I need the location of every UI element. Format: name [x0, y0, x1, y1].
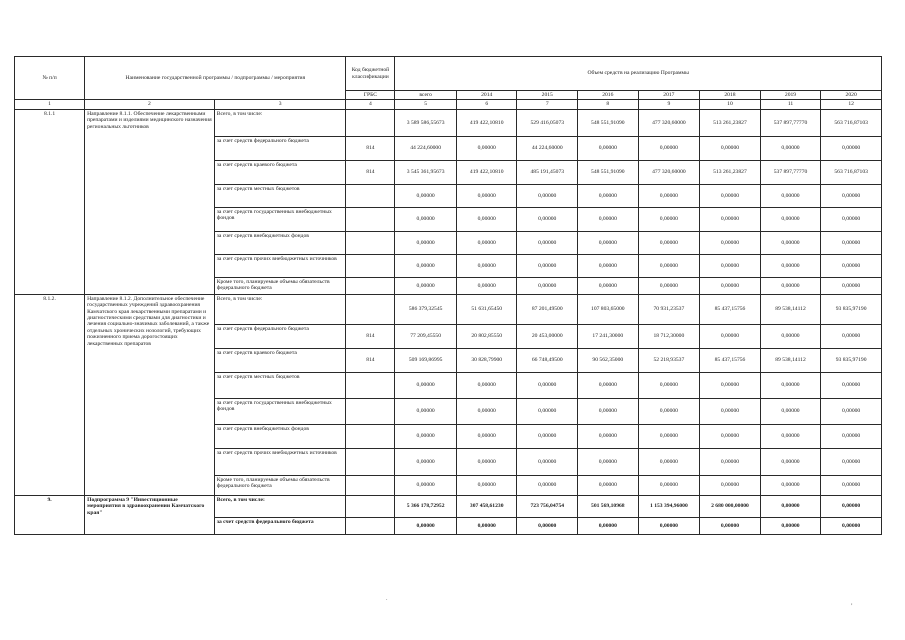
- grbs-code: 814: [346, 160, 395, 184]
- column-number: 11: [760, 100, 821, 109]
- value-year: 107 803,65000: [578, 294, 639, 324]
- value-year: 0,00000: [638, 277, 700, 294]
- value-year: 0,00000: [578, 517, 639, 534]
- funding-source: Всего, в том числе:: [214, 109, 346, 136]
- value-total: 0,00000: [395, 424, 457, 448]
- funding-source: Кроме того, планируемые объемы обязательств федерального бюджета: [214, 475, 346, 495]
- funding-source: за счет средств внебюджетных фондов: [214, 424, 346, 448]
- value-year: 537 897,77770: [760, 160, 821, 184]
- value-total: 44 224,60000: [395, 136, 457, 160]
- value-year: 0,00000: [638, 372, 700, 398]
- funding-source: Всего, в том числе:: [214, 294, 346, 324]
- value-year: 0,00000: [700, 136, 761, 160]
- value-year: 30 828,79900: [456, 348, 517, 372]
- value-year: 0,00000: [760, 254, 821, 277]
- value-year: 0,00000: [456, 277, 517, 294]
- grbs-code: [346, 475, 395, 495]
- value-year: 0,00000: [821, 372, 882, 398]
- value-year: 0,00000: [760, 231, 821, 254]
- value-year: 0,00000: [760, 372, 821, 398]
- value-year: 0,00000: [578, 398, 639, 424]
- grbs-code: 814: [346, 324, 395, 348]
- value-year: 0,00000: [456, 448, 517, 475]
- value-year: 0,00000: [638, 136, 700, 160]
- value-year: 0,00000: [517, 277, 578, 294]
- value-total: 0,00000: [395, 207, 457, 231]
- value-year: 0,00000: [456, 136, 517, 160]
- value-year: 0,00000: [517, 448, 578, 475]
- funding-source: за счет средств местных бюджетов: [214, 372, 346, 398]
- value-year: 0,00000: [638, 398, 700, 424]
- value-year: 0,00000: [760, 398, 821, 424]
- value-year: 52 218,93537: [638, 348, 700, 372]
- funding-source: за счет средств федерального бюджета: [214, 517, 346, 534]
- value-year: 529 416,05073: [517, 109, 578, 136]
- row-number: 8.1.2.: [15, 294, 85, 495]
- value-year: 0,00000: [700, 277, 761, 294]
- value-year: 17 241,30000: [578, 324, 639, 348]
- scan-mark: ,: [851, 600, 853, 606]
- funding-source: за счет средств государственных внебюджетных фондов: [214, 207, 346, 231]
- grbs-code: 814: [346, 348, 395, 372]
- column-number: 7: [517, 100, 578, 109]
- value-year: 0,00000: [821, 398, 882, 424]
- value-total: 0,00000: [395, 398, 457, 424]
- value-year: 0,00000: [821, 231, 882, 254]
- value-year: 0,00000: [456, 475, 517, 495]
- funding-source: за счет средств краевого бюджета: [214, 160, 346, 184]
- value-year: 0,00000: [700, 207, 761, 231]
- program-name: Подпрограмма 9 "Инвестиционные мероприятия в здравоохранении Камчатского края": [85, 495, 215, 534]
- value-year: 0,00000: [821, 324, 882, 348]
- value-total: 77 209,45550: [395, 324, 457, 348]
- value-year: 66 748,49500: [517, 348, 578, 372]
- column-numbers-row: [15, 100, 882, 109]
- value-total: 0,00000: [395, 517, 457, 534]
- header-grbs: ГРБС: [346, 91, 395, 100]
- value-year: 0,00000: [638, 254, 700, 277]
- grbs-code: [346, 372, 395, 398]
- table-header: [15, 57, 882, 110]
- grbs-code: [346, 184, 395, 207]
- value-year: 0,00000: [700, 324, 761, 348]
- value-year: 0,00000: [760, 324, 821, 348]
- value-total: 0,00000: [395, 277, 457, 294]
- value-year: 0,00000: [578, 254, 639, 277]
- value-year: 0,00000: [821, 207, 882, 231]
- column-number: 10: [700, 100, 761, 109]
- row-number: 9.: [15, 495, 85, 534]
- value-year: 419 422,10810: [456, 109, 517, 136]
- table-row: [15, 109, 882, 136]
- table-row: [15, 495, 882, 517]
- table-body: [15, 109, 882, 534]
- funding-source: за счет средств федерального бюджета: [214, 136, 346, 160]
- value-total: 3 545 361,95673: [395, 160, 457, 184]
- value-year: 85 437,15756: [700, 348, 761, 372]
- value-year: 0,00000: [456, 184, 517, 207]
- funding-source: за счет средств прочих внебюджетных источников: [214, 254, 346, 277]
- value-year: 0,00000: [456, 517, 517, 534]
- value-year: 85 437,15756: [700, 294, 761, 324]
- value-year: 563 716,87103: [821, 160, 882, 184]
- value-year: 0,00000: [821, 184, 882, 207]
- header-volume: Объем средств на реализацию Программы: [395, 57, 882, 91]
- value-year: 477 320,60000: [638, 109, 700, 136]
- value-year: 0,00000: [517, 424, 578, 448]
- grbs-code: [346, 207, 395, 231]
- column-number: 2: [85, 100, 215, 109]
- value-year: 0,00000: [456, 398, 517, 424]
- header-year: 2016: [578, 91, 639, 100]
- value-year: 563 716,87103: [821, 109, 882, 136]
- value-year: 307 458,61230: [456, 495, 517, 517]
- header-code: Код бюджетной классификации: [346, 57, 395, 91]
- column-number: 12: [821, 100, 882, 109]
- value-year: 0,00000: [821, 475, 882, 495]
- value-year: 0,00000: [517, 475, 578, 495]
- value-year: 0,00000: [517, 398, 578, 424]
- column-number: 9: [638, 100, 700, 109]
- program-name: Направление 8.1.1. Обеспечение лекарственными препаратами и изделиями медицинского назначения региональных льготников: [85, 109, 215, 294]
- grbs-code: [346, 398, 395, 424]
- header-year: 2017: [638, 91, 700, 100]
- value-year: 2 680 000,00000: [700, 495, 761, 517]
- scan-dot: .: [386, 596, 388, 602]
- value-year: 51 631,65450: [456, 294, 517, 324]
- value-year: 93 835,97190: [821, 348, 882, 372]
- value-year: 0,00000: [700, 372, 761, 398]
- value-year: 0,00000: [760, 475, 821, 495]
- value-year: 0,00000: [638, 207, 700, 231]
- header-year: 2015: [517, 91, 578, 100]
- value-year: 70 931,23537: [638, 294, 700, 324]
- budget-table: [14, 56, 882, 535]
- value-year: 0,00000: [760, 184, 821, 207]
- value-year: 0,00000: [517, 207, 578, 231]
- value-total: 0,00000: [395, 475, 457, 495]
- grbs-code: [346, 424, 395, 448]
- value-year: 0,00000: [700, 231, 761, 254]
- program-name: Направление 8.1.2. Дополнительное обеспечение государственных учреждений здравоохранения Камчатского края лекарственными препаратами и диагностическими средствами для диагностики и лечения социально-значимых заболеваний, а также отдельных хронических нозологий, требующих пожизненного приема дорогостоящих лекарственных препаратов: [85, 294, 215, 495]
- value-year: 1 153 394,96000: [638, 495, 700, 517]
- value-year: 0,00000: [821, 254, 882, 277]
- grbs-code: [346, 277, 395, 294]
- grbs-code: [346, 254, 395, 277]
- value-total: 0,00000: [395, 448, 457, 475]
- value-year: 419 422,10810: [456, 160, 517, 184]
- value-year: 513 261,23827: [700, 160, 761, 184]
- value-year: 0,00000: [760, 517, 821, 534]
- column-number: 6: [456, 100, 517, 109]
- value-year: 0,00000: [760, 495, 821, 517]
- value-year: 0,00000: [456, 207, 517, 231]
- column-number: 8: [578, 100, 639, 109]
- value-year: 0,00000: [578, 136, 639, 160]
- value-year: 0,00000: [578, 475, 639, 495]
- value-year: 501 569,10968: [578, 495, 639, 517]
- header-year: 2019: [760, 91, 821, 100]
- value-year: 548 551,91090: [578, 160, 639, 184]
- value-year: 537 897,77770: [760, 109, 821, 136]
- value-year: 477 320,60000: [638, 160, 700, 184]
- value-year: 0,00000: [760, 277, 821, 294]
- grbs-code: [346, 448, 395, 475]
- value-year: 18 712,30000: [638, 324, 700, 348]
- header-year: 2018: [700, 91, 761, 100]
- value-total: 5 366 178,72952: [395, 495, 457, 517]
- value-year: 0,00000: [578, 277, 639, 294]
- value-year: 0,00000: [700, 517, 761, 534]
- funding-source: Кроме того, планируемые объемы обязательств федерального бюджета: [214, 277, 346, 294]
- value-year: 0,00000: [456, 372, 517, 398]
- value-year: 513 261,23827: [700, 109, 761, 136]
- value-total: 586 379,32545: [395, 294, 457, 324]
- value-year: 723 756,04754: [517, 495, 578, 517]
- grbs-code: [346, 109, 395, 136]
- grbs-code: [346, 294, 395, 324]
- value-year: 20 453,00000: [517, 324, 578, 348]
- funding-source: за счет средств краевого бюджета: [214, 348, 346, 372]
- value-year: 0,00000: [821, 517, 882, 534]
- value-year: 0,00000: [578, 207, 639, 231]
- value-year: 0,00000: [821, 277, 882, 294]
- value-year: 44 224,60000: [517, 136, 578, 160]
- funding-source: за счет средств внебюджетных фондов: [214, 231, 346, 254]
- value-year: 87 201,49500: [517, 294, 578, 324]
- value-year: 0,00000: [517, 517, 578, 534]
- column-number: 3: [214, 100, 346, 109]
- value-total: 0,00000: [395, 231, 457, 254]
- value-year: 485 191,45073: [517, 160, 578, 184]
- column-number: 1: [15, 100, 85, 109]
- header-number: № п/п: [15, 57, 85, 100]
- value-total: 509 169,86995: [395, 348, 457, 372]
- value-year: 0,00000: [760, 136, 821, 160]
- header-year: 2014: [456, 91, 517, 100]
- value-year: 0,00000: [456, 254, 517, 277]
- header-year: 2020: [821, 91, 882, 100]
- value-year: 0,00000: [700, 254, 761, 277]
- value-total: 0,00000: [395, 372, 457, 398]
- value-year: 0,00000: [760, 448, 821, 475]
- value-year: 20 802,85550: [456, 324, 517, 348]
- value-year: 0,00000: [638, 448, 700, 475]
- value-year: 89 538,14112: [760, 294, 821, 324]
- value-year: 90 562,35000: [578, 348, 639, 372]
- column-number: 4: [346, 100, 395, 109]
- value-year: 93 835,97190: [821, 294, 882, 324]
- value-year: 0,00000: [700, 448, 761, 475]
- value-year: 0,00000: [638, 475, 700, 495]
- value-year: 0,00000: [821, 448, 882, 475]
- funding-source: за счет средств государственных внебюджетных фондов: [214, 398, 346, 424]
- value-year: 0,00000: [517, 254, 578, 277]
- value-year: 0,00000: [760, 207, 821, 231]
- value-year: 0,00000: [638, 231, 700, 254]
- value-total: 0,00000: [395, 184, 457, 207]
- value-year: 0,00000: [578, 424, 639, 448]
- value-year: 0,00000: [760, 424, 821, 448]
- value-year: 0,00000: [700, 475, 761, 495]
- grbs-code: [346, 231, 395, 254]
- value-year: 0,00000: [821, 495, 882, 517]
- grbs-code: [346, 517, 395, 534]
- value-year: 0,00000: [578, 372, 639, 398]
- funding-source: за счет средств местных бюджетов: [214, 184, 346, 207]
- value-year: 0,00000: [456, 424, 517, 448]
- header-total: всего: [395, 91, 457, 100]
- value-year: 0,00000: [638, 517, 700, 534]
- value-year: 89 538,14112: [760, 348, 821, 372]
- value-total: 3 589 586,55673: [395, 109, 457, 136]
- value-year: 0,00000: [700, 424, 761, 448]
- row-number: 8.1.1: [15, 109, 85, 294]
- value-year: 0,00000: [638, 424, 700, 448]
- grbs-code: [346, 495, 395, 517]
- value-year: 0,00000: [578, 231, 639, 254]
- header-name: Наименование государственной программы / подпрограммы / мероприятия: [85, 57, 346, 100]
- table-row: [15, 294, 882, 324]
- value-year: 0,00000: [517, 231, 578, 254]
- value-year: 0,00000: [700, 398, 761, 424]
- funding-source: за счет средств федерального бюджета: [214, 324, 346, 348]
- value-year: 0,00000: [638, 184, 700, 207]
- value-year: 0,00000: [517, 184, 578, 207]
- grbs-code: 814: [346, 136, 395, 160]
- column-number: 5: [395, 100, 457, 109]
- value-year: 0,00000: [578, 184, 639, 207]
- value-year: 0,00000: [517, 372, 578, 398]
- value-total: 0,00000: [395, 254, 457, 277]
- value-year: 548 551,91090: [578, 109, 639, 136]
- value-year: 0,00000: [700, 184, 761, 207]
- funding-source: за счет средств прочих внебюджетных источников: [214, 448, 346, 475]
- value-year: 0,00000: [821, 136, 882, 160]
- value-year: 0,00000: [578, 448, 639, 475]
- funding-source: Всего, в том числе:: [214, 495, 346, 517]
- value-year: 0,00000: [456, 231, 517, 254]
- value-year: 0,00000: [821, 424, 882, 448]
